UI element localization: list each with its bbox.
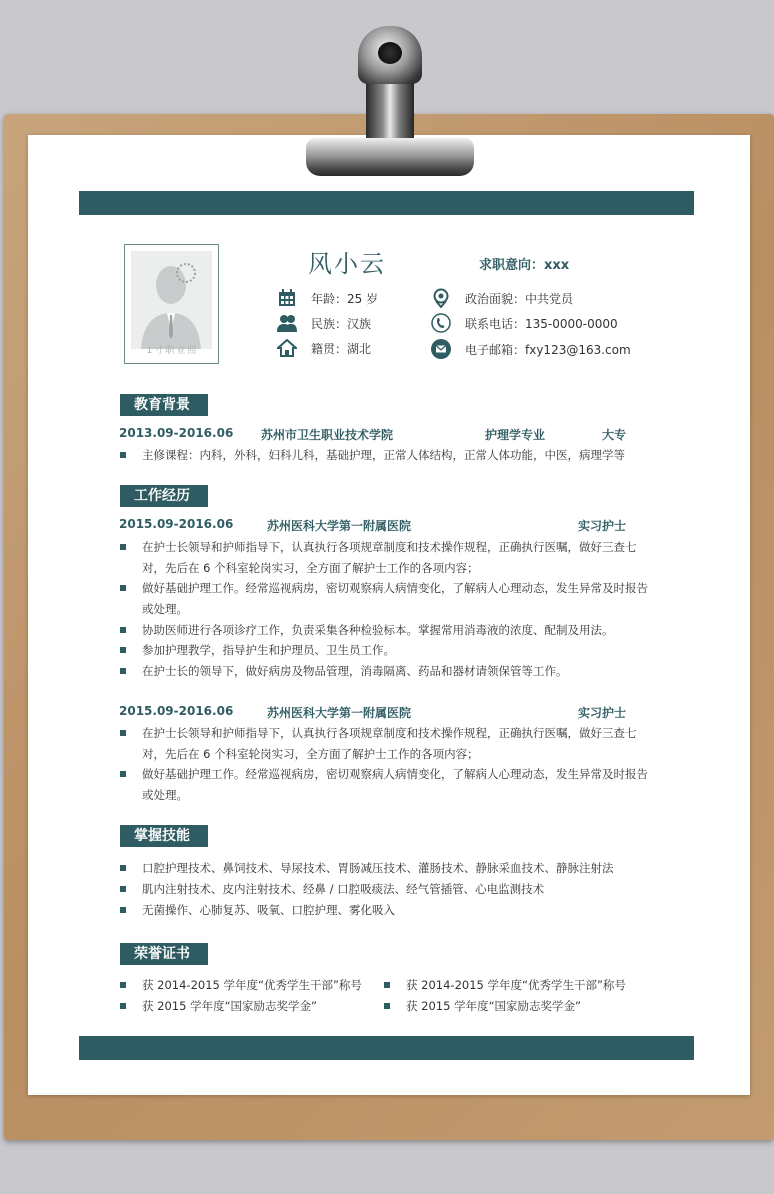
info-phone bbox=[431, 313, 618, 333]
list-item: 肌内注射技术、皮内注射技术、经鼻 / 口腔吸痰法、经气管插管、心电监测技术 bbox=[120, 879, 650, 900]
calendar-icon bbox=[277, 288, 297, 308]
info-politics bbox=[431, 288, 573, 308]
info-hometown bbox=[277, 338, 371, 358]
info-ethnicity bbox=[277, 313, 371, 333]
location-icon bbox=[431, 288, 451, 308]
info-label: 年龄：25 岁 bbox=[311, 291, 379, 306]
list-item: 获 2014-2015 学年度“优秀学生干部”称号 bbox=[120, 975, 362, 996]
info-label: 籍贯：湖北 bbox=[311, 341, 372, 356]
work-org: 苏州医科大学第一附属医院 bbox=[267, 706, 412, 720]
work-period: 2015.09-2016.06 bbox=[119, 704, 234, 718]
list-item: 协助医师进行各项诊疗工作，负责采集各种检验标本。掌握常用消毒液的浓度、配制及用法。 bbox=[120, 620, 650, 641]
list-item: 在护士长领导和护师指导下，认真执行各项规章制度和技术操作规程，正确执行医嘱，做好三查七对，先后在 6 个科室轮岗实习，全方面了解护士工作的各项内容； bbox=[120, 537, 650, 579]
list-item: 做好基础护理工作。经常巡视病房，密切观察病人病情变化，了解病人心理动态，发生异常及时报告或处理。 bbox=[120, 578, 650, 620]
job-intent: 求职意向：xxx bbox=[479, 258, 570, 273]
education-school: 苏州市卫生职业技术学院 bbox=[261, 428, 394, 442]
list-item: 获 2015 学年度“国家励志奖学金” bbox=[384, 996, 581, 1017]
work-role: 实习护士 bbox=[578, 706, 627, 720]
education-major: 护理学专业 bbox=[485, 428, 546, 442]
list-item: 口腔护理技术、鼻饲技术、导尿技术、胃肠减压技术、灌肠技术、静脉采血技术、静脉注射法 bbox=[120, 858, 650, 879]
list-item: 获 2015 学年度“国家励志奖学金” bbox=[120, 996, 317, 1017]
phone-icon bbox=[431, 313, 451, 333]
mail-icon bbox=[431, 339, 451, 359]
footer-bar bbox=[79, 1036, 694, 1060]
work-entry-head bbox=[0, 517, 774, 535]
list-item: 做好基础护理工作。经常巡视病房，密切观察病人病情变化，了解病人心理动态，发生异常及时报告或处理。 bbox=[120, 764, 650, 806]
education-entry-head bbox=[0, 426, 774, 444]
list-item: 在护士长领导和护师指导下，认真执行各项规章制度和技术操作规程，正确执行医嘱，做好三查七对，先后在 6 个科室轮岗实习，全方面了解护士工作的各项内容； bbox=[120, 723, 650, 765]
info-age bbox=[277, 288, 378, 308]
info-email bbox=[431, 339, 631, 359]
education-period: 2013.09-2016.06 bbox=[119, 426, 234, 440]
photo-caption: 1寸职业照 bbox=[146, 346, 199, 356]
home-icon bbox=[277, 338, 297, 358]
section-title-education: 教育背景 bbox=[120, 394, 208, 416]
list-item: 获 2014-2015 学年度“优秀学生干部”称号 bbox=[384, 975, 626, 996]
info-label: 电子邮箱：fxy123@163.com bbox=[465, 342, 631, 357]
avatar bbox=[131, 251, 212, 349]
header-bar bbox=[79, 191, 694, 215]
list-item: 在护士长的领导下，做好病房及物品管理，消毒隔离、药品和器材请领保管等工作。 bbox=[120, 661, 650, 682]
person-name: 风小云 bbox=[308, 250, 386, 278]
work-entry-head bbox=[0, 704, 774, 722]
list-item: 无菌操作、心肺复苏、吸氧、口腔护理、雾化吸入 bbox=[120, 900, 650, 921]
info-label: 民族：汉族 bbox=[311, 316, 372, 331]
education-degree: 大专 bbox=[602, 428, 627, 442]
work-role: 实习护士 bbox=[578, 519, 627, 533]
photo-frame bbox=[124, 244, 219, 364]
work-period: 2015.09-2016.06 bbox=[119, 517, 234, 531]
section-title-skills: 掌握技能 bbox=[120, 825, 208, 847]
work-org: 苏州医科大学第一附属医院 bbox=[267, 519, 412, 533]
list-item: 主修课程：内科，外科，妇科儿科，基础护理，正常人体结构，正常人体功能，中医，病理学等 bbox=[120, 445, 650, 466]
info-label: 联系电话：135-0000-0000 bbox=[465, 316, 618, 331]
info-label: 政治面貌：中共党员 bbox=[465, 291, 574, 306]
binder-clip-icon bbox=[306, 26, 474, 176]
people-icon bbox=[277, 313, 297, 333]
list-item: 参加护理教学，指导护生和护理员、卫生员工作。 bbox=[120, 640, 650, 661]
section-title-work: 工作经历 bbox=[120, 485, 208, 507]
section-title-honors: 荣誉证书 bbox=[120, 943, 208, 965]
